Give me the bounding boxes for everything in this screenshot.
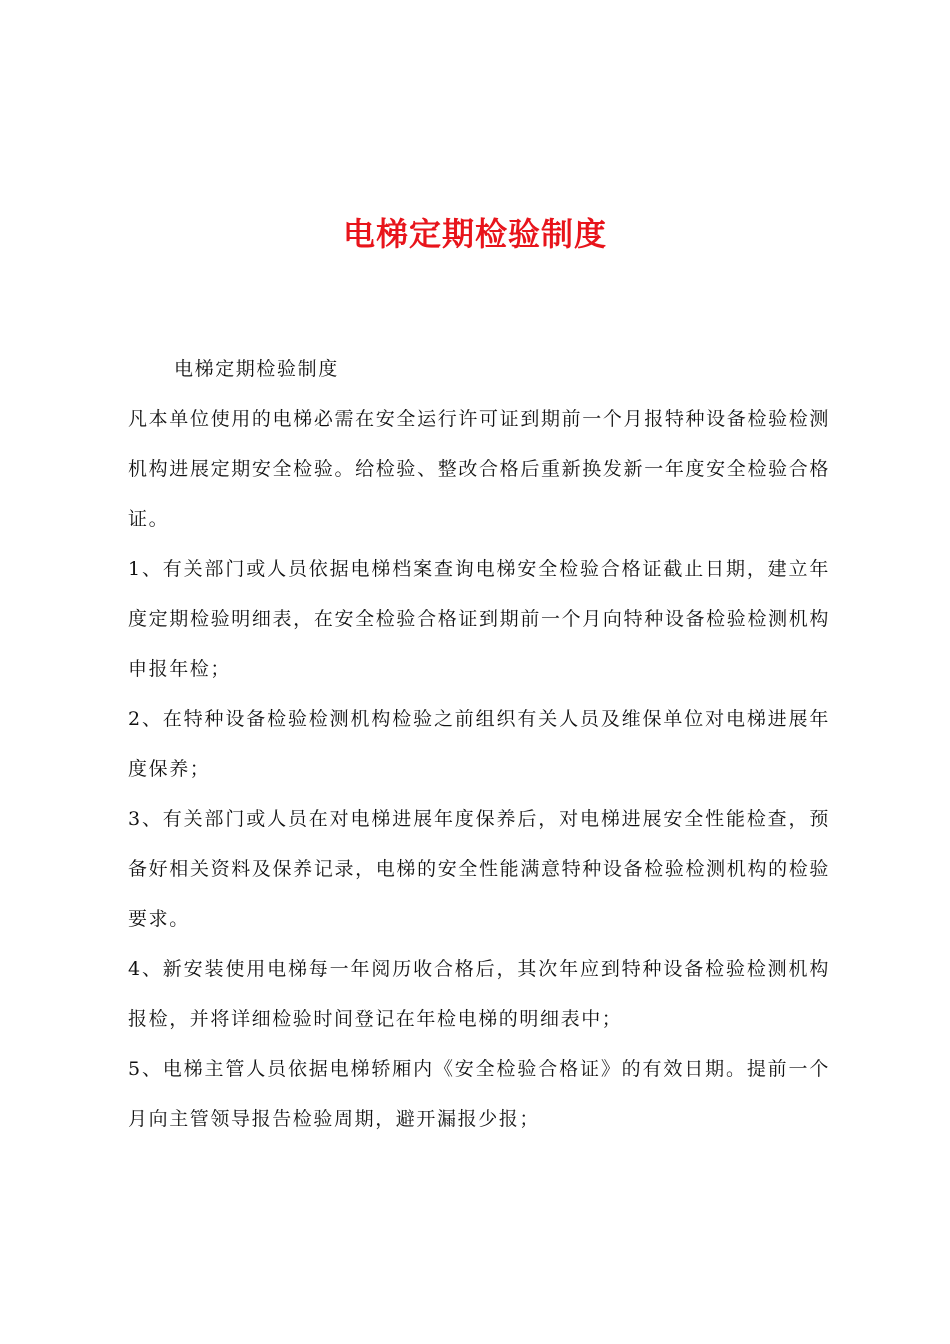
paragraph-item-5: 5、电梯主管人员依据电梯轿厢内《安全检验合格证》的有效日期。提前一个月向主管领导报告检验周期，避开漏报少报； [128,1058,830,1130]
paragraph-item-2: 2、在特种设备检验检测机构检验之前组织有关人员及维保单位对电梯进展年度保养； [128,708,830,780]
document-title: 电梯定期检验制度 [342,215,607,253]
document-body [128,344,830,1144]
paragraph-item-3: 3、有关部门或人员在对电梯进展年度保养后，对电梯进展安全性能检查，预备好相关资料及保养记录，电梯的安全性能满意特种设备检验检测机构的检验要求。 [128,808,830,930]
document-subtitle: 电梯定期检验制度 [174,358,339,380]
paragraph-intro: 凡本单位使用的电梯必需在安全运行许可证到期前一个月报特种设备检验检测机构进展定期安全检验。给检验、整改合格后重新换发新一年度安全检验合格证。 [128,408,830,530]
paragraph-item-4: 4、新安装使用电梯每一年阅历收合格后，其次年应到特种设备检验检测机构报检，并将详细检验时间登记在年检电梯的明细表中； [128,958,830,1030]
paragraph-item-1: 1、有关部门或人员依据电梯档案查询电梯安全检验合格证截止日期，建立年度定期检验明细表，在安全检验合格证到期前一个月向特种设备检验检测机构申报年检； [128,558,830,680]
